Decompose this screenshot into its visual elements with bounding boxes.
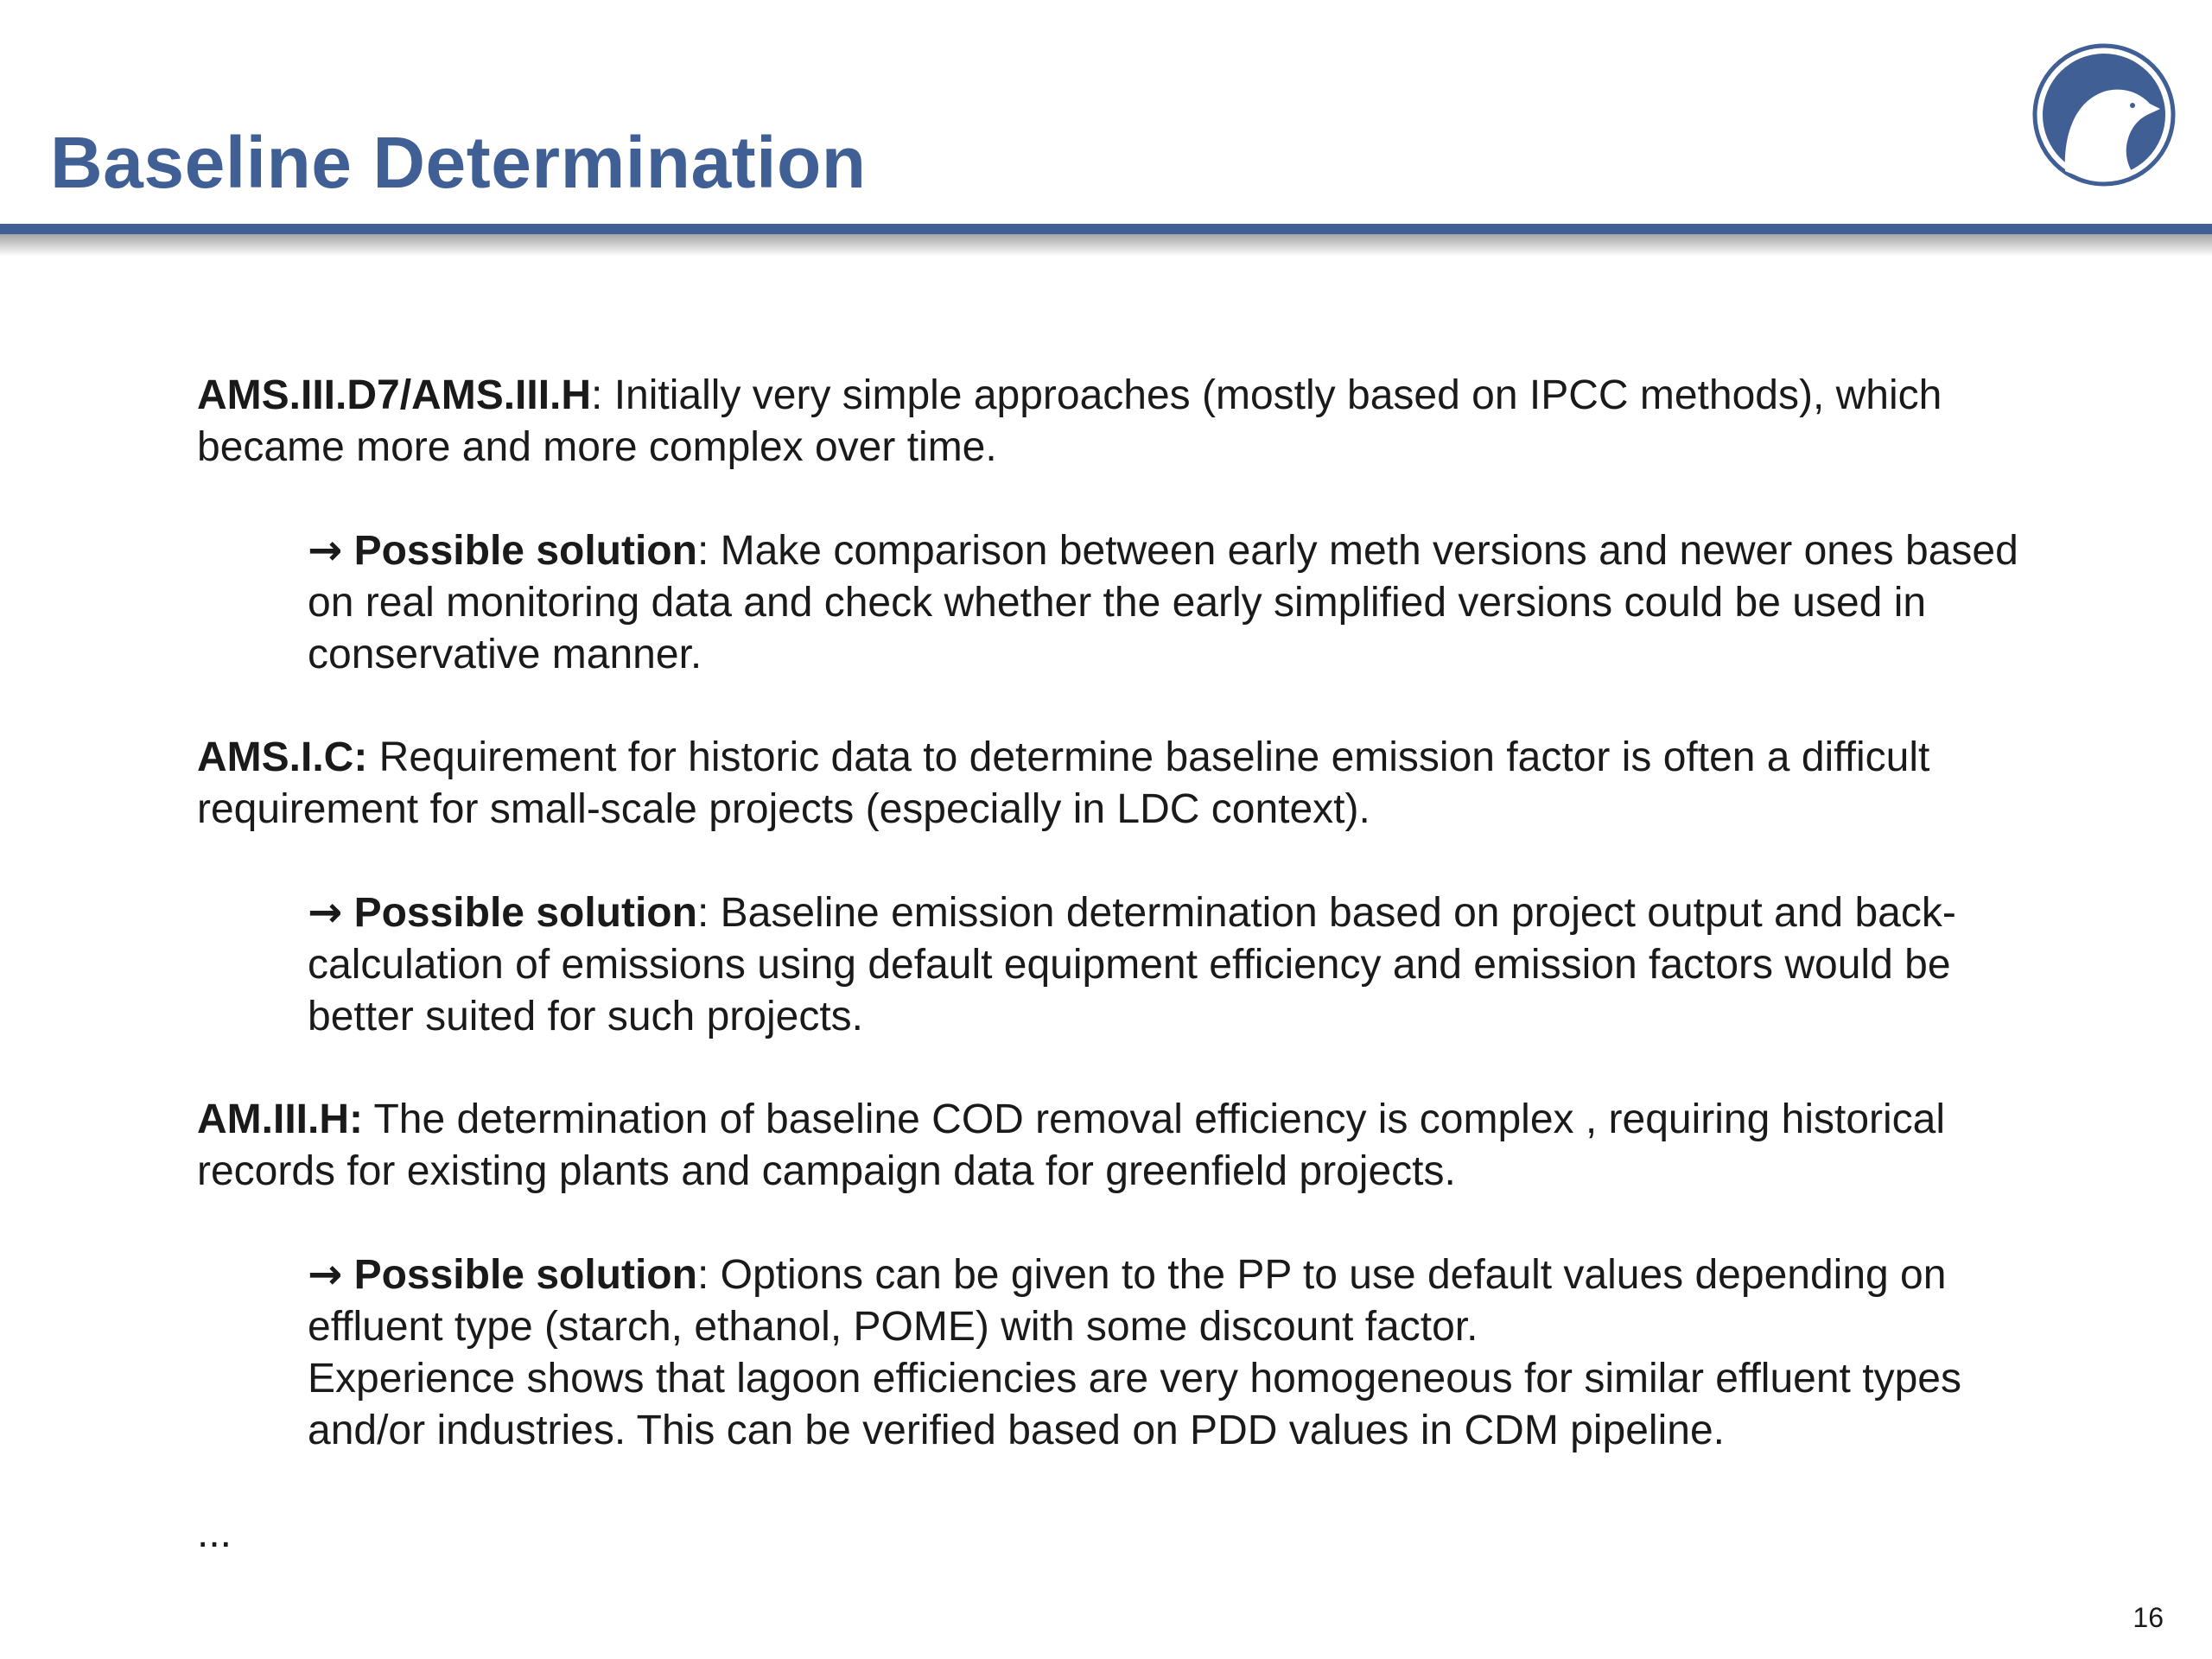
item-label: AMS.I.C: — [197, 734, 368, 780]
solution-text: : Baseline emission determination based on project output and back-calculation of emissions using default equipment efficiency and emission factors would be better suited for such projects. — [308, 890, 1956, 1039]
item-label: AMS.III.D7/AMS.III.H — [197, 372, 592, 418]
solution-extra-text: Experience shows that lagoon efficiencies are very homogeneous for similar effluent types and/or industries. This can be verified based on PDD values in CDM pipeline. — [308, 1356, 1961, 1453]
item-ams-iii-d7 — [197, 370, 2037, 474]
item-ams-i-c — [197, 732, 2037, 836]
item-text: Requirement for historic data to determine baseline emission factor is often a difficult requirement for small-scale projects (especially in LDC context). — [197, 734, 1930, 832]
arrow-right-icon: → — [308, 1250, 343, 1299]
solution-label: Possible solution — [353, 1252, 697, 1298]
solution-ams-i-c — [308, 887, 2037, 1043]
arrow-right-icon: → — [308, 526, 343, 575]
arrow-right-icon: → — [308, 888, 343, 937]
solution-text: : Options can be given to the PP to use default values depending on effluent type (starch, ethanol, POME) with some discount factor. — [308, 1252, 1947, 1350]
item-text: : Initially very simple approaches (mostly based on IPCC methods), which became more and more complex over time. — [197, 372, 1942, 470]
solution-text: : Make comparison between early meth versions and newer ones based on real monitoring data and check whether the early simplified versions could be used in conservative manner. — [308, 528, 2018, 677]
solution-ams-iii-d7 — [308, 524, 2037, 681]
item-label: AM.III.H: — [197, 1096, 363, 1142]
bird-head-logo-icon — [2031, 41, 2177, 188]
solution-label: Possible solution — [353, 890, 697, 936]
continuation-ellipsis: ... — [197, 1510, 232, 1556]
logo — [2031, 41, 2177, 188]
solution-am-iii-h — [308, 1249, 2037, 1457]
title-divider-shadow — [0, 234, 2212, 257]
title-divider — [0, 224, 2212, 234]
slide-title: Baseline Determination — [50, 122, 867, 203]
item-am-iii-h — [197, 1094, 2037, 1198]
slide-body — [197, 370, 2037, 1560]
item-text: The determination of baseline COD removal efficiency is complex , requiring historical records for existing plants and campaign data for greenfield projects. — [197, 1096, 1946, 1194]
solution-label: Possible solution — [353, 528, 697, 574]
page-number: 16 — [2133, 1602, 2164, 1633]
